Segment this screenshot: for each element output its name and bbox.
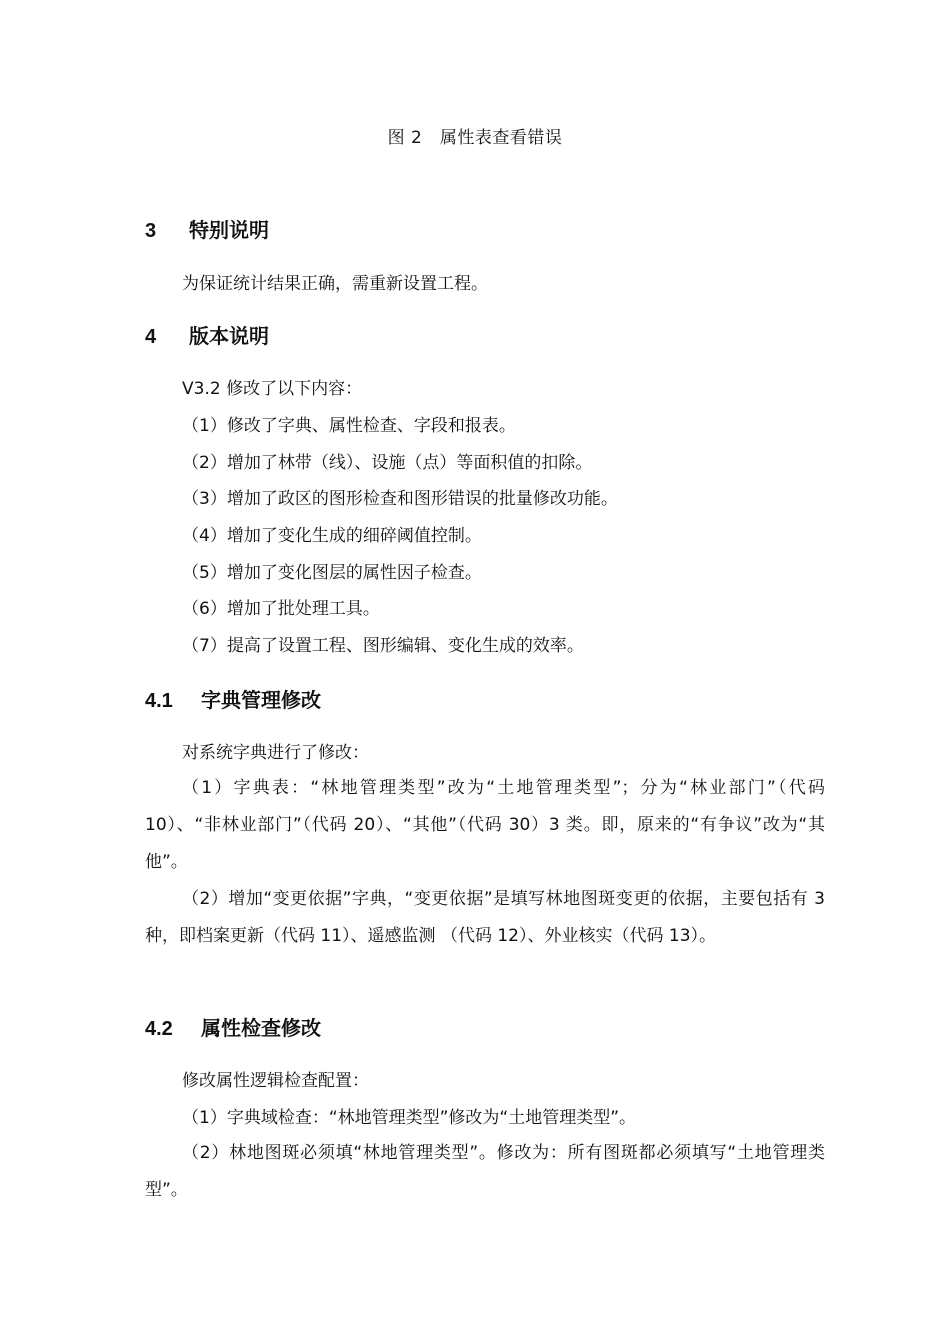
- section-title: 特别说明: [189, 218, 269, 242]
- section-title: 版本说明: [189, 324, 269, 348]
- section-4-1-paragraph-2: （2）增加“变更依据”字典，“变更依据”是填写林地图斑变更的依据，主要包括有 3 种，即档案更新（代码 11）、遥感监测 （代码 12）、外业核实（代码 13）。: [145, 889, 825, 946]
- list-item: （1）字典域检查：“林地管理类型”修改为“土地管理类型”。: [182, 1108, 637, 1128]
- list-item: （7）提高了设置工程、图形编辑、变化生成的效率。: [182, 636, 584, 656]
- section-3-heading: [145, 216, 269, 245]
- section-4-intro: V3.2 修改了以下内容：: [182, 379, 363, 399]
- section-4-2-intro: 修改属性逻辑检查配置：: [182, 1071, 369, 1091]
- list-item: （5）增加了变化图层的属性因子检查。: [182, 563, 482, 583]
- list-item: （1）修改了字典、属性检查、字段和报表。: [182, 416, 516, 436]
- section-title: 属性检查修改: [201, 1016, 321, 1040]
- section-number: 3: [145, 220, 157, 242]
- section-4-1-intro: 对系统字典进行了修改：: [182, 743, 369, 763]
- section-number: 4.1: [145, 690, 173, 712]
- list-item: （2）增加了林带（线）、设施（点）等面积值的扣除。: [182, 453, 593, 473]
- section-4-2-heading: [145, 1014, 321, 1043]
- section-4-1-heading: [145, 686, 321, 715]
- section-3-text: 为保证统计结果正确，需重新设置工程。: [182, 274, 488, 294]
- section-number: 4.2: [145, 1018, 173, 1040]
- list-item: （4）增加了变化生成的细碎阈值控制。: [182, 526, 482, 546]
- section-4-2-paragraph-2: （2）林地图斑必须填“林地管理类型”。修改为：所有图斑都必须填写“土地管理类型”。: [145, 1143, 825, 1200]
- list-item: （3）增加了政区的图形检查和图形错误的批量修改功能。: [182, 489, 618, 509]
- figure-caption: 图 2 属性表查看错误: [387, 128, 563, 148]
- section-number: 4: [145, 326, 157, 348]
- section-4-1-paragraph-1: （1）字典表：“林地管理类型”改为“土地管理类型”；分为“林业部门”（代码 10）、“非林业部门”（代码 20）、“其他”（代码 30）3 类。即，原来的“有争议”改为“其他”。: [145, 778, 825, 872]
- section-title: 字典管理修改: [201, 688, 321, 712]
- section-4-heading: [145, 322, 269, 351]
- list-item: （6）增加了批处理工具。: [182, 599, 380, 619]
